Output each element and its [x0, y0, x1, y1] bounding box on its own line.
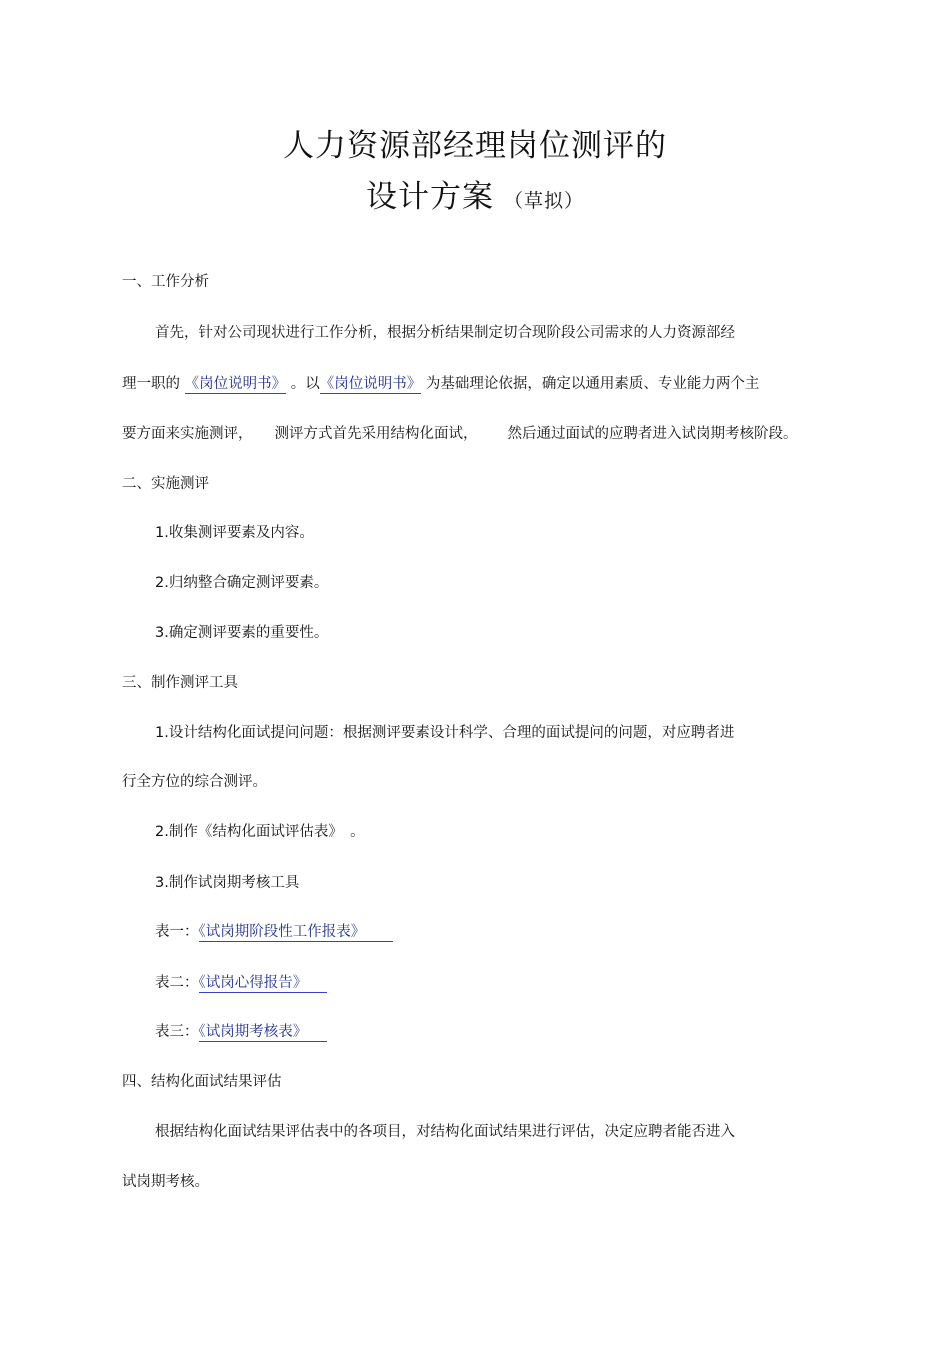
document-title: [0, 120, 950, 165]
table-3-link[interactable]: 《试岗期考核表》: [199, 1024, 328, 1042]
paragraph-line: [122, 422, 798, 443]
document-subtitle: [0, 171, 950, 216]
text-span: 测评方式首先采用结构化面试，: [274, 426, 478, 442]
paragraph-line: 试岗期考核。: [122, 1174, 209, 1190]
title-line-2: 设计方案: [365, 179, 494, 215]
list-item: 1.设计结构化面试提问问题：根据测评要素设计科学、合理的面试提问的问题，对应聘者进: [155, 725, 735, 741]
section-heading-2: 二、实施测评: [122, 476, 209, 492]
list-item: 1.收集测评要素及内容。: [155, 525, 314, 541]
paragraph-line: 行全方位的综合测评。: [122, 774, 267, 790]
job-description-link[interactable]: 《岗位说明书》: [319, 376, 422, 392]
text-span: 为基础理论依据，确定以通用素质、专业能力两个主: [425, 376, 760, 392]
list-item: 2.制作《结构化面试评估表》 。: [155, 824, 365, 840]
paragraph-line: 首先，针对公司现状进行工作分析，根据分析结果制定切合现阶段公司需求的人力资源部经: [155, 325, 735, 341]
table-label: 表一：: [155, 924, 199, 940]
paragraph-line: [122, 372, 759, 393]
title-note: （草拟）: [503, 190, 584, 212]
list-item: 3.确定测评要素的重要性。: [155, 625, 329, 641]
list-item: 3.制作试岗期考核工具: [155, 875, 300, 891]
table-1-link[interactable]: 《试岗期阶段性工作报表》: [199, 924, 394, 942]
text-span: 理一职的: [122, 376, 180, 392]
table-label: 表三：: [155, 1024, 199, 1040]
job-description-link[interactable]: 《岗位说明书》: [184, 376, 287, 392]
text-span: 。以: [290, 376, 320, 392]
section-heading-4: 四、结构化面试结果评估: [122, 1074, 282, 1090]
table-2-link[interactable]: 《试岗心得报告》: [199, 975, 328, 993]
text-span: 然后通过面试的应聘者进入试岗期考核阶段。: [507, 426, 798, 442]
paragraph-line: 根据结构化面试结果评估表中的各项目，对结构化面试结果进行评估，决定应聘者能否进入: [155, 1124, 735, 1140]
table-ref: [155, 1020, 327, 1041]
text-span: 要方面来实施测评，: [122, 426, 253, 442]
section-heading-1: 一、工作分析: [122, 274, 209, 290]
table-ref: [155, 971, 327, 992]
table-label: 表二：: [155, 975, 199, 991]
title-line-1: 人力资源部经理岗位测评的: [283, 128, 667, 164]
table-ref: [155, 920, 393, 941]
section-heading-3: 三、制作测评工具: [122, 675, 238, 691]
list-item: 2.归纳整合确定测评要素。: [155, 575, 329, 591]
